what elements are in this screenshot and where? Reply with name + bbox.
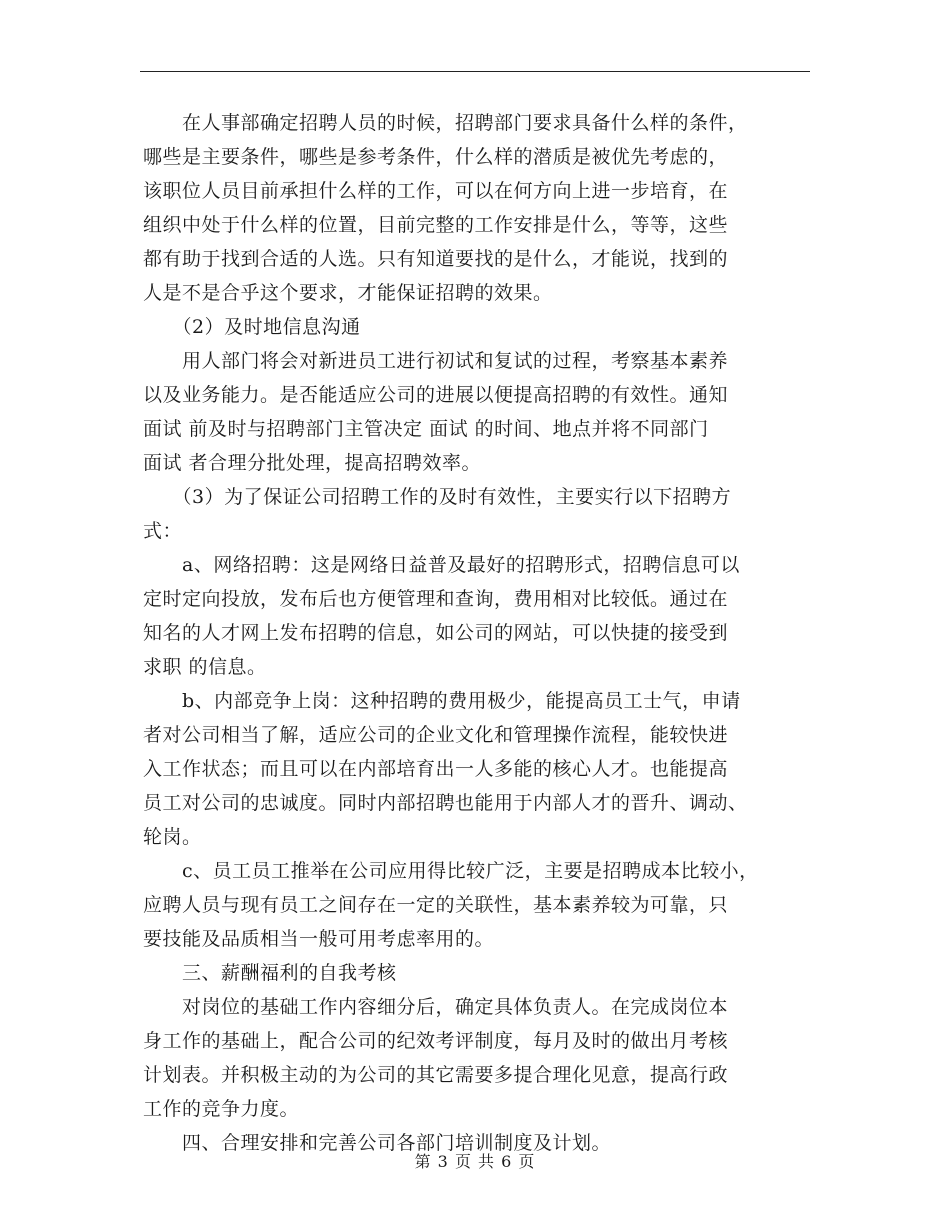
header-rule <box>140 71 810 72</box>
text-line: 知名的人才网上发布招聘的信息，如公司的网站，可以快捷的接受到 <box>143 622 729 644</box>
text-line: 对岗位的基础工作内容细分后，确定具体负责人。在完成岗位本 <box>143 996 729 1018</box>
section-heading: 四、合理安排和完善公司各部门培训制度及计划。 <box>143 1132 612 1154</box>
page-footer: 第 3 页 共 6 页 <box>414 1152 536 1171</box>
text-line: 身工作的基础上，配合公司的纪效考评制度，每月及时的做出月考核 <box>143 1030 729 1052</box>
text-line: c、员工员工推举在公司应用得比较广泛，主要是招聘成本比较小， <box>143 860 759 882</box>
text-line: a、网络招聘：这是网络日益普及最好的招聘形式，招聘信息可以 <box>143 554 740 576</box>
text-line: 面试 前及时与招聘部门主管决定 面试 的时间、地点并将不同部门 <box>143 418 709 440</box>
section-heading: （2）及时地信息沟通 <box>143 316 361 338</box>
text-line: （3）为了保证公司招聘工作的及时有效性，主要实行以下招聘方 <box>143 486 732 508</box>
text-line: 人是不是合乎这个要求，才能保证招聘的效果。 <box>143 282 553 304</box>
text-line: 用人部门将会对新进员工进行初试和复试的过程，考察基本素养 <box>143 350 729 372</box>
text-line: 都有助于找到合适的人选。只有知道要找的是什么，才能说，找到的 <box>143 248 729 270</box>
text-line: 工作的竞争力度。 <box>143 1098 300 1120</box>
text-line: 要技能及品质相当一般可用考虑率用的。 <box>143 928 495 950</box>
text-line: 定时定向投放，发布后也方便管理和查询，费用相对比较低。通过在 <box>143 588 729 610</box>
text-line: 员工对公司的忠诚度。同时内部招聘也能用于内部人才的晋升、调动、 <box>143 792 748 814</box>
body-text <box>143 106 818 1160</box>
text-line: 入工作状态；而且可以在内部培育出一人多能的核心人才。也能提高 <box>143 758 729 780</box>
text-line: 式： <box>143 520 183 542</box>
section-heading: 三、薪酬福利的自我考核 <box>143 962 397 984</box>
text-line: 求职 的信息。 <box>143 656 267 678</box>
text-line: 轮岗。 <box>143 826 202 848</box>
text-line: 者对公司相当了解，适应公司的企业文化和管理操作流程，能较快进 <box>143 724 729 746</box>
text-line: 该职位人员目前承担什么样的工作，可以在何方向上进一步培育，在 <box>143 180 729 202</box>
text-line: b、内部竞争上岗：这种招聘的费用极少，能提高员工士气，申请 <box>143 690 741 712</box>
text-line: 面试 者合理分批处理，提高招聘效率。 <box>143 452 482 474</box>
text-line: 以及业务能力。是否能适应公司的进展以便提高招聘的有效性。通知 <box>143 384 729 406</box>
text-line: 组织中处于什么样的位置，目前完整的工作安排是什么，等等，这些 <box>143 214 729 236</box>
text-line: 应聘人员与现有员工之间存在一定的关联性，基本素养较为可靠，只 <box>143 894 729 916</box>
text-line: 计划表。并积极主动的为公司的其它需要多提合理化见意，提高行政 <box>143 1064 729 1086</box>
text-line: 在人事部确定招聘人员的时候，招聘部门要求具备什么样的条件， <box>143 112 748 134</box>
text-line: 哪些是主要条件，哪些是参考条件，什么样的潜质是被优先考虑的， <box>143 146 729 168</box>
